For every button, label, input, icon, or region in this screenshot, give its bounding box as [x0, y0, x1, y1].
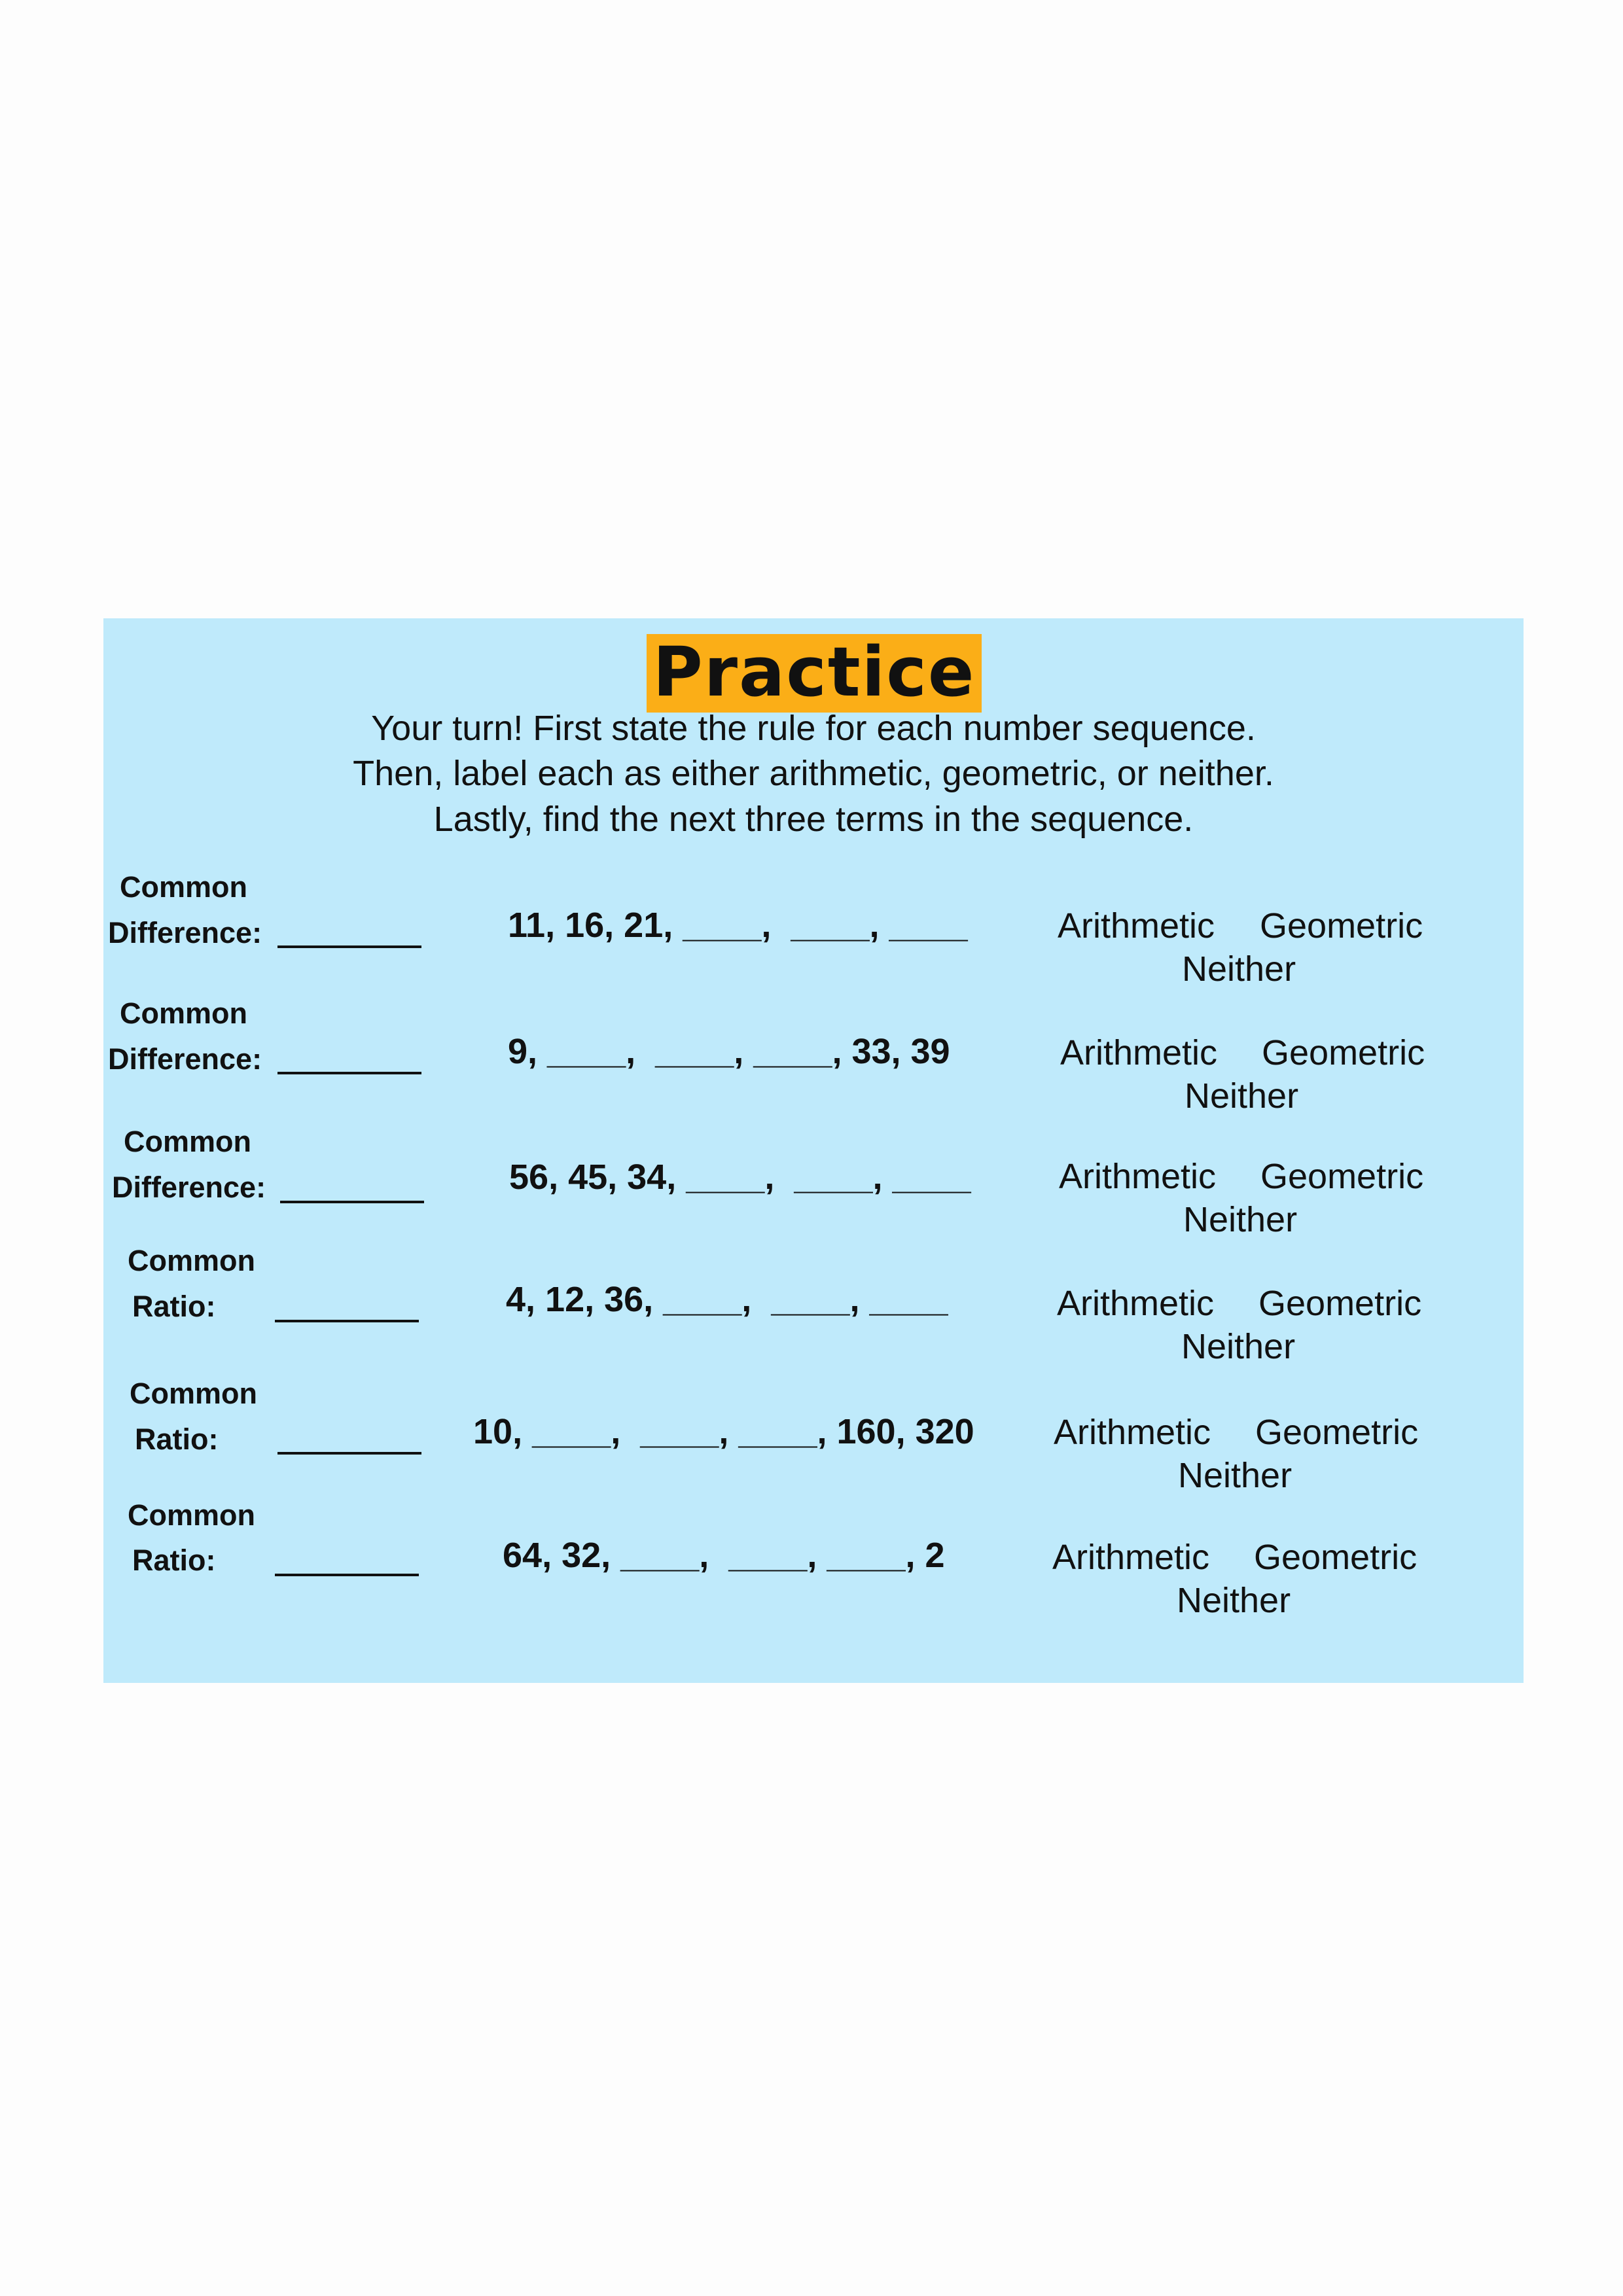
label-common: Common: [120, 997, 247, 1030]
option-arithmetic[interactable]: Arithmetic: [1058, 906, 1215, 945]
option-arithmetic[interactable]: Arithmetic: [1060, 1033, 1218, 1072]
instruction-line-2: Then, label each as either arithmetic, geometric, or neither.: [353, 754, 1274, 793]
option-geometric[interactable]: Geometric: [1260, 906, 1423, 945]
rule-answer-line[interactable]: [275, 1574, 419, 1576]
rule-answer-line[interactable]: [277, 945, 421, 948]
label-difference: Difference:: [108, 916, 262, 949]
label-ratio: Ratio:: [132, 1290, 216, 1323]
number-sequence: 4, 12, 36, ____, ____, ____: [506, 1280, 948, 1319]
option-neither[interactable]: Neither: [1177, 1581, 1291, 1620]
option-geometric[interactable]: Geometric: [1254, 1538, 1418, 1577]
option-neither[interactable]: Neither: [1182, 949, 1296, 989]
label-ratio: Ratio:: [132, 1544, 216, 1577]
rule-answer-line[interactable]: [275, 1320, 419, 1322]
rule-answer-line[interactable]: [277, 1072, 421, 1074]
title-banner: [647, 634, 982, 713]
number-sequence: 64, 32, ____, ____, ____, 2: [503, 1536, 945, 1575]
number-sequence: 11, 16, 21, ____, ____, ____: [508, 906, 968, 945]
number-sequence: 9, ____, ____, ____, 33, 39: [508, 1032, 950, 1071]
label-ratio: Ratio:: [135, 1422, 219, 1456]
option-geometric[interactable]: Geometric: [1262, 1033, 1425, 1072]
option-geometric[interactable]: Geometric: [1258, 1284, 1422, 1323]
option-arithmetic[interactable]: Arithmetic: [1054, 1413, 1211, 1452]
rule-answer-line[interactable]: [277, 1452, 421, 1455]
option-arithmetic[interactable]: Arithmetic: [1059, 1157, 1217, 1196]
label-difference: Difference:: [112, 1171, 266, 1204]
instruction-line-1: Your turn! First state the rule for each number sequence.: [371, 709, 1256, 748]
page-title: Practice: [652, 632, 976, 712]
practice-panel: [103, 618, 1524, 1683]
option-neither[interactable]: Neither: [1178, 1456, 1293, 1495]
label-common: Common: [130, 1377, 257, 1410]
option-neither[interactable]: Neither: [1185, 1076, 1299, 1116]
option-neither[interactable]: Neither: [1181, 1327, 1296, 1366]
option-geometric[interactable]: Geometric: [1260, 1157, 1424, 1196]
label-common: Common: [124, 1125, 251, 1158]
option-neither[interactable]: Neither: [1183, 1200, 1298, 1239]
rule-answer-line[interactable]: [280, 1201, 424, 1203]
option-geometric[interactable]: Geometric: [1255, 1413, 1419, 1452]
label-common: Common: [128, 1498, 255, 1532]
instruction-line-3: Lastly, find the next three terms in the sequence.: [433, 800, 1194, 839]
number-sequence: 56, 45, 34, ____, ____, ____: [509, 1157, 971, 1197]
number-sequence: 10, ____, ____, ____, 160, 320: [473, 1412, 974, 1451]
label-common: Common: [128, 1244, 255, 1277]
option-arithmetic[interactable]: Arithmetic: [1052, 1538, 1210, 1577]
label-common: Common: [120, 870, 247, 904]
option-arithmetic[interactable]: Arithmetic: [1057, 1284, 1215, 1323]
label-difference: Difference:: [108, 1042, 262, 1076]
